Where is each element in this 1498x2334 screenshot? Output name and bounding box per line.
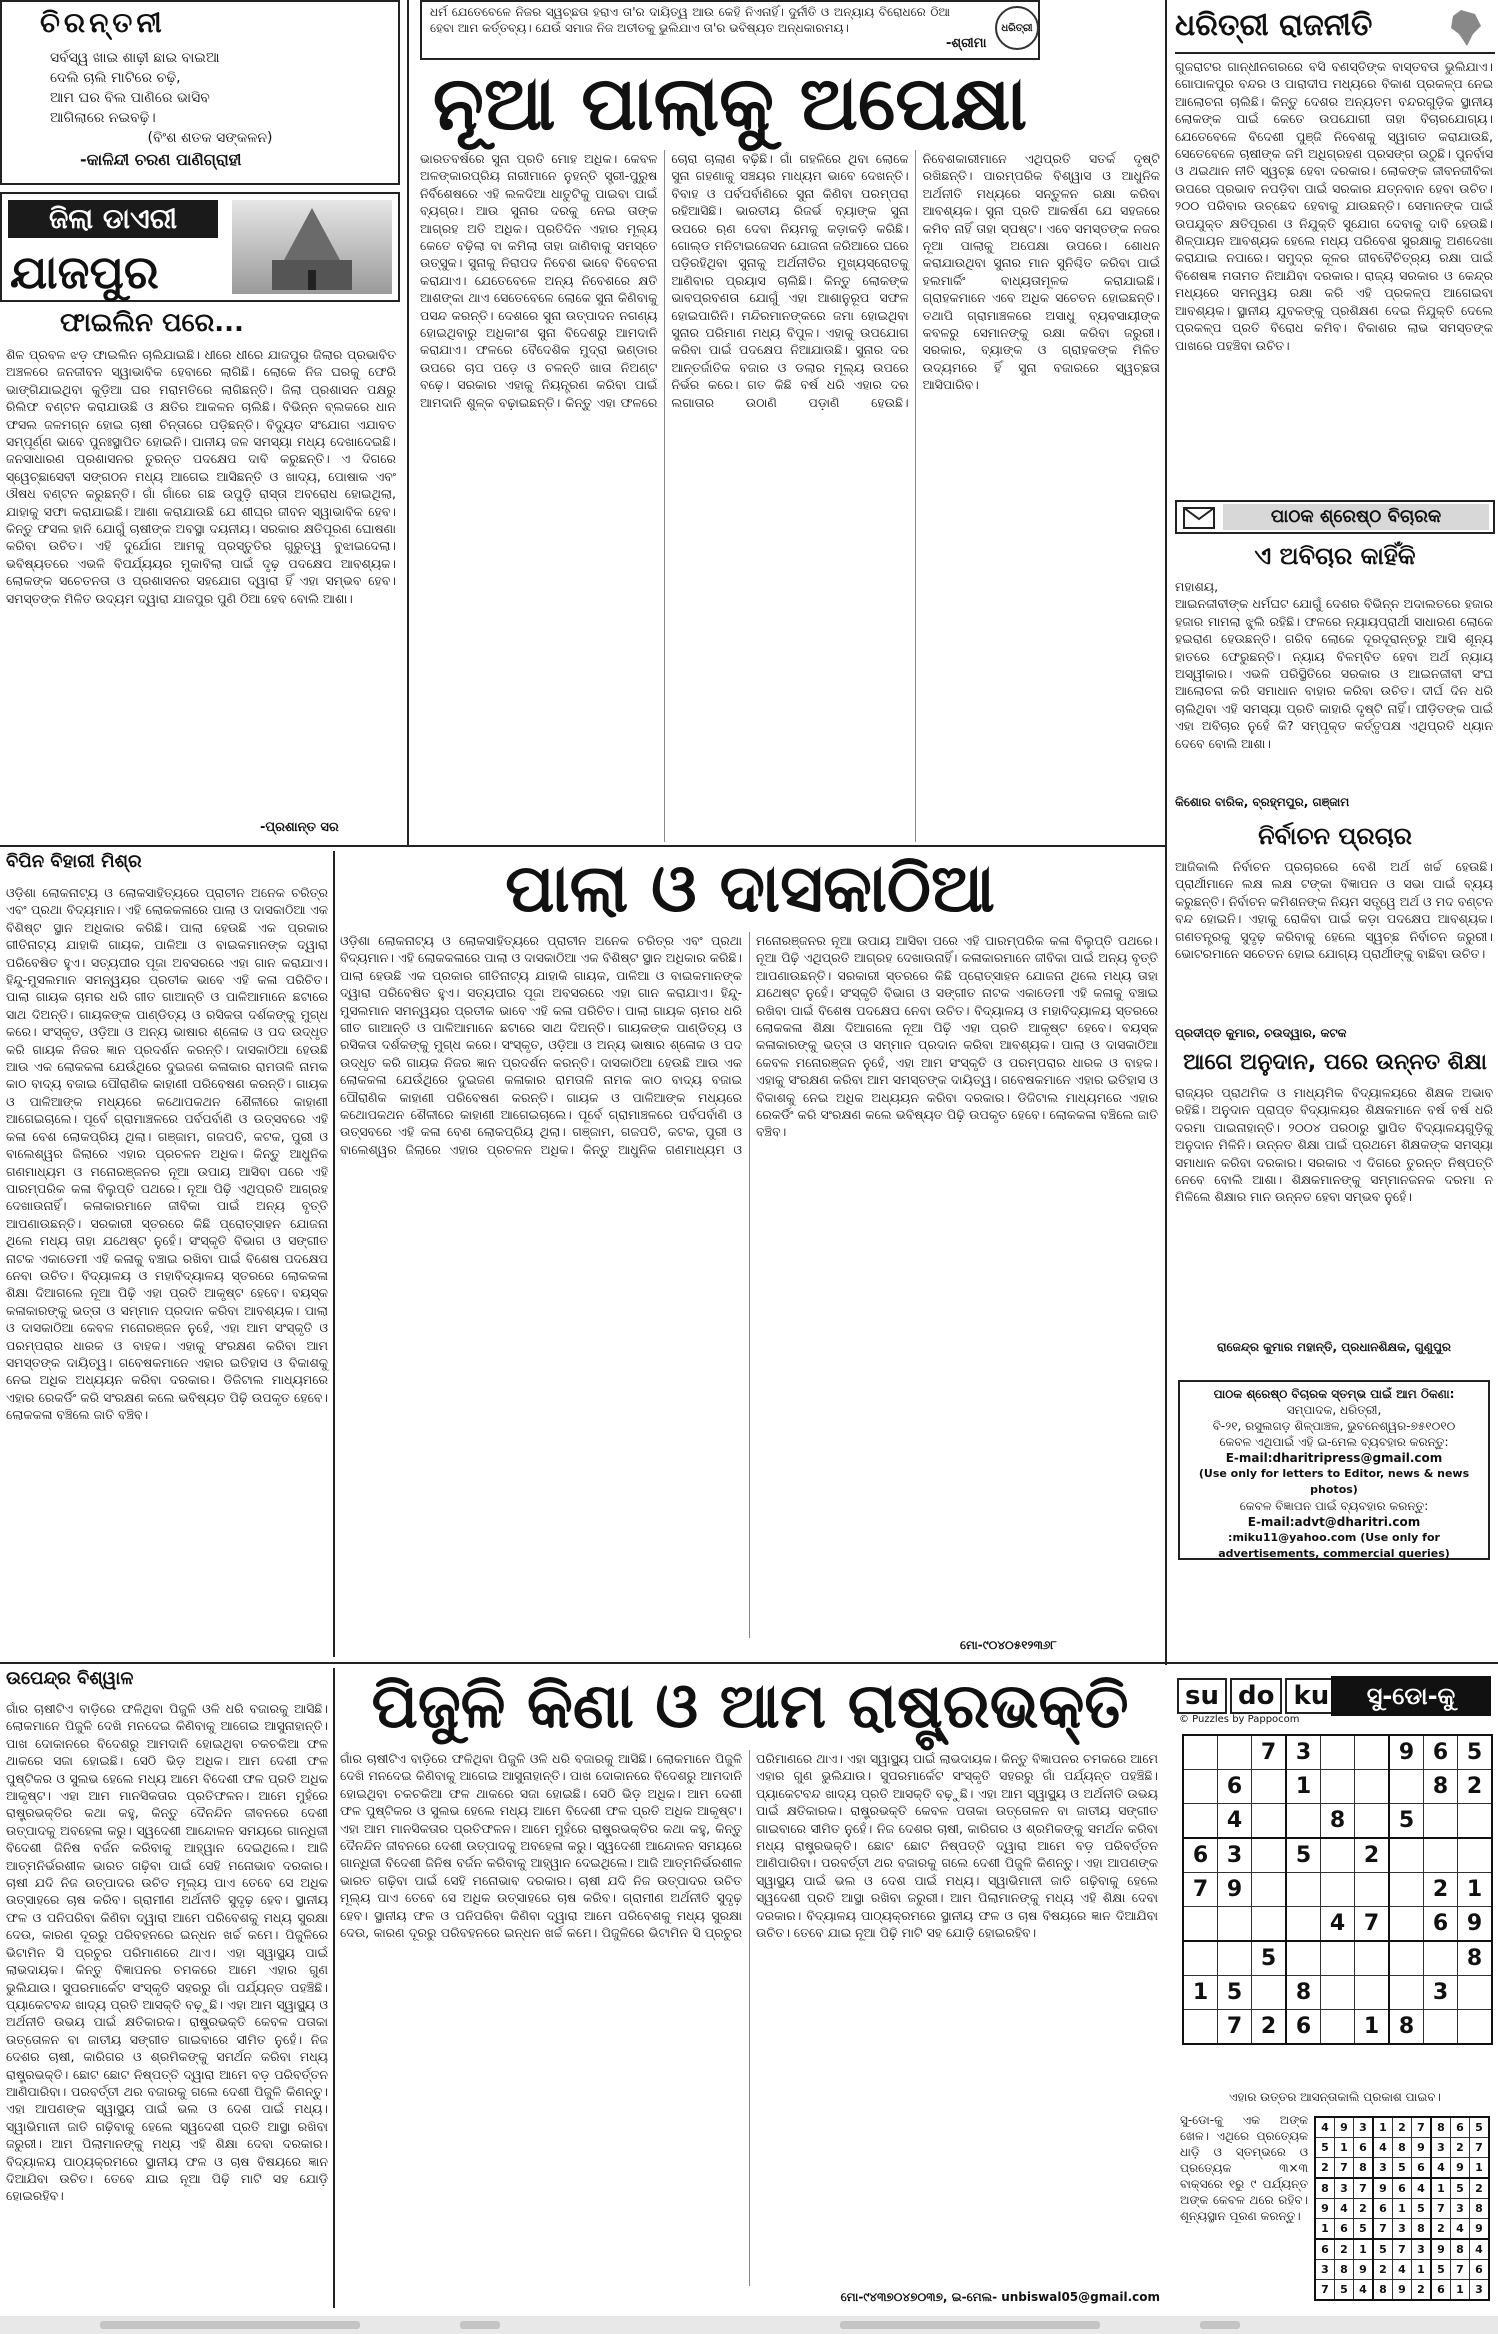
solution-cell: 9 [1315,2199,1335,2219]
sudoku-cell: 3 [1218,1838,1252,1873]
solution-cell: 8 [1335,2260,1354,2280]
solution-cell: 3 [1412,2239,1432,2260]
solution-cell: 7 [1412,2117,1432,2138]
solution-cell: 3 [1335,2178,1354,2199]
india-map-icon [1441,8,1491,48]
sudoku-cell [1183,1941,1218,1976]
contact-email-advt2[interactable]: :miku11@yahoo.com (Use only for advertisements, commercial queries) [1218,1531,1450,1560]
sudoku-cell: 1 [1355,2010,1390,2045]
sudoku-cell: 6 [1218,1770,1252,1804]
sudoku-cell [1183,1804,1218,1839]
dharitri-emblem-icon [995,6,1039,50]
column-rule [333,851,335,1657]
sudoku-cell [1321,1770,1355,1804]
solution-cell: 1 [1354,2239,1374,2260]
solution-cell: 9 [1393,2280,1412,2301]
sudoku-cell: 5 [1458,1735,1493,1770]
top-quote-text: ଧର୍ମ ଯେତେବେଳେ ନିଜର ସ୍ୱଚ୍ଛତା ହରାଏ ତା'ର ଦାୟିତ୍ୱ ଆଉ କେହି ନିଏନାହିଁ। ଦୁର୍ନୀତି ଓ ଅନ୍ୟାୟ ବିରୋଧରେ ଠିଆ ହେବା ଆମ କର୍ତ୍ତବ୍ୟ। ଯେଉଁ ସମାଜ ନିଜ ଅତୀତକୁ ଭୁଲିଯାଏ ତା'ର ଭବିଷ୍ୟତ ଅନ୍ଧକାରମୟ। [430,5,954,35]
sudoku-cell: 8 [1424,1770,1458,1804]
sudoku-cell [1252,1907,1287,1942]
sudoku-cell [1218,1907,1252,1942]
sudoku-cell: 9 [1458,1907,1493,1942]
solution-cell: 4 [1470,2239,1490,2260]
solution-cell: 4 [1393,2260,1412,2280]
solution-cell: 2 [1335,2239,1354,2260]
sudoku-cell [1286,1873,1321,1907]
sudoku-cell [1355,1976,1390,2010]
solution-cell: 3 [1354,2117,1374,2138]
poem-line: ଆମ ଘର ବିଲ ପାଣିରେ ଭାସିବ [50,90,210,106]
district-body: ଶିଳ ପ୍ରବଳ ଝଡ଼ ଫାଇଲିନ ଚାଲିଯାଇଛି। ଧୀରେ ଧୀରେ ଯାଜପୁର ଜିଲାର ପ୍ରଭାବିତ ଅଞ୍ଚଳରେ ଜନଜୀବନ ସ୍ୱାଭାବିକ ହେବାରେ ଲାଗିଛି। ଲୋକେ ନିଜ ଘରକୁ ଫେରି ଭାଙ୍ଗିଯାଇଥିବା କୁଡ଼ିଆ ଘର ମରାମତିରେ ଲାଗିଛନ୍ତି। ଜିଲା ପ୍ରଶାସନ ପକ୍ଷରୁ ରିଲିଫ ବଣ୍ଟନ କରାଯାଉଛି ଓ କ୍ଷତିର ଆକଳନ ଚାଲିଛି। ବିଭିନ୍ନ ବ୍ଲକରେ ଧାନ ଫସଲ ଜଳମଗ୍ନ ହୋଇ ଚାଷୀ ଚିନ୍ତାରେ ପଡ଼ିଛନ୍ତି। ବିଦ୍ୟୁତ ସଂଯୋଗ ଏଯାବତ ସମ୍ପୂର୍ଣ୍ଣ ଭାବେ ପୁନଃସ୍ଥାପିତ ହୋଇନି। ପାନୀୟ ଜଳ ସମସ୍ୟା ମଧ୍ୟ ଦେଖାଦେଇଛି। ଜନସାଧାରଣ ପ୍ରଶାସନର ତୁରନ୍ତ ପଦକ୍ଷେପ ଦାବି କରୁଛନ୍ତି। ଏ ଦିଗରେ ସ୍ୱେଚ୍ଛାସେବୀ ସଙ୍ଗଠନ ମଧ୍ୟ ଆଗେଇ ଆସିଛନ୍ତି ଓ ଖାଦ୍ୟ, ପୋଷାକ ଏବଂ ଔଷଧ ବଣ୍ଟନ କରୁଛନ୍ତି। ଗାଁ ଗାଁରେ ଗଛ ଉପୁଡ଼ି ରାସ୍ତା ଅବରୋଧ ହୋଇଥିଲା, ଯାହାକୁ ସଫା କରାଯାଇଛି। ଆଶା କରାଯାଉଛି ଯେ ଶୀଘ୍ର ଜୀବନ ସ୍ୱାଭାବିକ ହେବ। କିନ୍ତୁ ଫସଲ ହାନି ଯୋଗୁଁ ଚାଷୀଙ୍କ ଅବସ୍ଥା ଦୟନୀୟ। ସରକାର କ୍ଷତିପୂରଣ ଘୋଷଣା କରିବା ଉଚିତ। ଏହି ଦୁର୍ଯୋଗ ଆମକୁ ପ୍ରସ୍ତୁତିର ଗୁରୁତ୍ୱ ବୁଝାଇଦେଲା। ଭବିଷ୍ୟତରେ ଏଭଳି ବିପର୍ଯ୍ୟୟର ମୁକାବିଲା ପାଇଁ ଦୃଢ଼ ପଦକ୍ଷେପ ଆବଶ୍ୟକ। ଲୋକଙ୍କ ସଚେତନତା ଓ ପ୍ରଶାସନର ସହଯୋଗ ଦ୍ୱାରା ହିଁ ଏହା ସମ୍ଭବ ହେବ। ସମସ୍ତଙ୍କ ମିଳିତ ଉଦ୍ୟମ ଦ୍ୱାରା ଯାଜପୁର ପୁଣି ଠିଆ ହେବ ବୋଲି ଆଶା। [6,347,400,606]
solution-cell: 1 [1393,2199,1412,2219]
sudoku-cell: 6 [1183,1838,1218,1873]
sudoku-cell [1424,1941,1458,1976]
sudoku-cell: 9 [1389,1735,1424,1770]
solution-cell: 8 [1431,2117,1451,2138]
temple-icon [232,200,392,294]
solution-cell: 1 [1335,2138,1354,2158]
article2-body-col1: ଓଡ଼ିଶା ଲୋକନାଟ୍ୟ ଓ ଲୋକସାହିତ୍ୟରେ ପ୍ରାଚୀନ ଅନେକ ଚରିତ୍ର ଏବଂ ପ୍ରଥା ବିଦ୍ୟମାନ। ଏହି ଲୋକକଳାରେ ପାଲା ଓ ଦାସକାଠିଆ ଏକ ବିଶିଷ୍ଟ ସ୍ଥାନ ଅଧିକାର କରିଛି। ପାଲା ହେଉଛି ଏକ ପ୍ରକାର ଗୀତିନାଟ୍ୟ ଯାହାକି ଗାୟକ, ପାଳିଆ ଓ ବାଇକମାନଙ୍କ ଦ୍ୱାରା ପରିବେଷିତ ହୁଏ। ସତ୍ୟପୀର ପୂଜା ଅବସରରେ ଏହା ଗାନ କରାଯାଏ। ହିନ୍ଦୁ-ମୁସଲମାନ ସମନ୍ୱୟର ପ୍ରତୀକ ଭାବେ ଏହି କଳା ପରିଚିତ। ପାଲା ଗାୟକ ଚାମର ଧରି ଗୀତ ଗାଆନ୍ତି ଓ ପାଳିଆମାନେ ଛଟାରେ ସାଥ ଦିଅନ୍ତି। ଗାୟକଙ୍କ ପାଣ୍ଡିତ୍ୟ ଓ ରସିକତା ଦର୍ଶକଙ୍କୁ ମୁଗ୍ଧ କରେ। ସଂସ୍କୃତ, ଓଡ଼ିଆ ଓ ଅନ୍ୟ ଭାଷାର ଶ୍ଳୋକ ଓ ପଦ ଉଦ୍ଧୃତ କରି ଗାୟକ ନିଜର ଜ୍ଞାନ ପ୍ରଦର୍ଶନ କରନ୍ତି। ଦାସକାଠିଆ ହେଉଛି ଆଉ ଏକ ଲୋକକଳା ଯେଉଁଥିରେ ଦୁଇଜଣ କଳାକାର ରାମତାଳି ନାମକ କାଠ ବାଦ୍ୟ ବଜାଇ ପୌରାଣିକ କାହାଣୀ ପରିବେଷଣ କରନ୍ତି। ଗାୟକ ଓ ପାଳିଆଙ୍କ ମଧ୍ୟରେ କଥୋପକଥନ ଶୈଳୀରେ କାହାଣୀ ଆଗେଇଚାଲେ। ପୂର୍ବେ ଗ୍ରାମାଞ୍ଚଳରେ ପର୍ବପର୍ବାଣି ଓ ଉତ୍ସବରେ ଏହି କଳା ବେଶ ଲୋକପ୍ରିୟ ଥିଲା। ଗଞ୍ଜାମ, ଗଜପତି, କଟକ, ପୁରୀ ଓ ବାଲେଶ୍ୱର ଜିଲାରେ ଏହାର ପ୍ରଚଳନ ଅଧିକ। କିନ୍ତୁ ଆଧୁନିକ ଗଣମାଧ୍ୟମ ଓ ମନୋରଞ୍ଜନର ନୂଆ ଉପାୟ ଆସିବା ପରେ ଏହି ପାରମ୍ପରିକ କଳା ବିଲୁପ୍ତି ପଥରେ। ନୂଆ ପିଢ଼ି ଏଥିପ୍ରତି ଆଗ୍ରହ ଦେଖାଉନାହିଁ। କଳାକାରମାନେ ଜୀବିକା ପାଇଁ ଅନ୍ୟ ବୃତ୍ତି ଆପଣାଉଛନ୍ତି। ସରକାରୀ ସ୍ତରରେ କିଛି ପ୍ରୋତ୍ସାହନ ଯୋଜନା ଥିଲେ ମଧ୍ୟ ତାହା ଯଥେଷ୍ଟ ନୁହେଁ। ସଂସ୍କୃତି ବିଭାଗ ଓ ସଙ୍ଗୀତ ନାଟକ ଏକାଡେମୀ ଏହି କଳାକୁ ବଞ୍ଚାଇ ରଖିବା ପାଇଁ ବିଶେଷ ପଦକ୍ଷେପ ନେବା ଉଚିତ। ବିଦ୍ୟାଳୟ ଓ ମହାବିଦ୍ୟାଳୟ ସ୍ତରରେ ଲୋକକଳା ଶିକ୍ଷା ଦିଆଗଲେ ନୂଆ ପିଢ଼ି ଏହା ପ୍ରତି ଆକୃଷ୍ଟ ହେବେ। ବୟସ୍କ କଳାକାରଙ୍କୁ ଭତ୍ତା ଓ ସମ୍ମାନ ପ୍ରଦାନ କରିବା ଆବଶ୍ୟକ। ପାଲା ଓ ଦାସକାଠିଆ କେବଳ ମନୋରଞ୍ଜନ ନୁହେଁ, ଏହା ଆମ ସଂସ୍କୃତି ଓ ପରମ୍ପରାର ଧାରକ ଓ ବାହକ। ଏହାକୁ ସଂରକ୍ଷଣ କରିବା ଆମ ସମସ୍ତଙ୍କ ଦାୟିତ୍ୱ। ଗବେଷକମାନେ ଏହାର ଇତିହାସ ଓ ବିକାଶକୁ ନେଇ ଅଧିକ ଅଧ୍ୟୟନ କରିବା ଦରକାର। ଡିଜିଟାଲ ମାଧ୍ୟମରେ ଏହାର ରେକର୍ଡିଂ କରି ସଂରକ୍ଷଣ କଲେ ଭବିଷ୍ୟତ ପିଢ଼ି ଉପକୃତ ହେବେ। ଲୋକକଳା ବଞ୍ଚିଲେ ଜାତି ବଞ୍ଚିବ। [6,885,332,1423]
solution-cell: 1 [1431,2178,1451,2199]
article3-contact: ମୋ-୯୪୩୭୦୪୭୦୩୭, ଇ-ମେଲ- unbiswal05@gmail.com [840,2290,1160,2304]
letter2-title: ନିର୍ବାଚନ ପ୍ରଚାର [1258,822,1412,850]
sudoku-cell [1355,1873,1390,1907]
sudoku-prev-solution [1314,2116,1490,2301]
sudoku-cell [1286,1941,1321,1976]
contact-heading: ପାଠକ ଶ୍ରେଷ୍ଠ ବିଚାରକ ସ୍ତମ୍ଭ ପାଇଁ ଆମ ଠିକଣା: [1213,1387,1455,1401]
solution-cell: 4 [1431,2158,1451,2179]
sudoku-cell: 6 [1424,1735,1458,1770]
letter3-body: ରାଜ୍ୟର ପ୍ରାଥମିକ ଓ ମାଧ୍ୟମିକ ବିଦ୍ୟାଳୟରେ ଶିକ୍ଷକ ଅଭାବ ରହିଛି। ଅନୁଦାନ ପ୍ରାପ୍ତ ବିଦ୍ୟାଳୟର ଶିକ୍ଷକମାନେ ବର୍ଷ ବର୍ଷ ଧରି ଦରମା ପାଇନାହାନ୍ତି। ୨୦୦୪ ପରଠାରୁ ସ୍ଥାପିତ ବିଦ୍ୟାଳୟଗୁଡ଼ିକୁ ଅନୁଦାନ ମିଳିନି। ଉନ୍ନତ ଶିକ୍ଷା ପାଇଁ ପ୍ରଥମେ ଶିକ୍ଷକଙ୍କ ସମସ୍ୟା ସମାଧାନ କରିବା ଦରକାର। ସରକାର ଏ ଦିଗରେ ତୁରନ୍ତ ନିଷ୍ପତ୍ତି ନେବେ ବୋଲି ଆଶା। ଶିକ୍ଷକମାନଙ୍କୁ ସମ୍ମାନଜନକ ଦରମା ନ ମିଳିଲେ ଶିକ୍ଷାର ମାନ ଉନ୍ନତ ହେବା ସମ୍ଭବ ନୁହେଁ। [1175,1085,1497,1205]
sudoku-cell [1321,1735,1355,1770]
sudoku-cell [1218,1941,1252,1976]
sudoku-cell [1389,1941,1424,1976]
poem-line: ସର୍ବସ୍ୱ ଖାଇ ଶାଢ଼ୀ ଛାଇ ବାଇଆ [50,50,220,66]
letters-banner-label: ପାଠକ ଶ୍ରେଷ୍ଠ ବିଚାରକ [1223,504,1489,530]
sudoku-cell: 7 [1252,1735,1287,1770]
contact-note: କେବଳ ଏଥିପାଇଁ ଏହି ଇ-ମେଲ ବ୍ୟବହାର କରନ୍ତୁ: [1219,1435,1449,1449]
column-rule [407,0,409,845]
solution-cell: 9 [1335,2117,1354,2138]
column-rule [1165,0,1167,1665]
sudoku-logo-part: do [1230,1678,1282,1714]
sudoku-cell [1389,1976,1424,2010]
solution-cell: 4 [1412,2178,1432,2199]
sudoku-cell: 7 [1183,1873,1218,1907]
solution-cell: 8 [1354,2158,1374,2179]
solution-cell: 8 [1373,2280,1393,2301]
solution-cell: 5 [1451,2178,1470,2199]
sudoku-cell [1355,1804,1390,1839]
solution-cell: 5 [1393,2158,1412,2179]
section-rule [0,1662,1498,1664]
sudoku-cell [1389,1838,1424,1873]
article1-headline: ନୂଆ ପାଲାକୁ ଅପେକ୍ଷା [432,61,1028,147]
letter2-author: ପ୍ରଦୀପ୍ତ କୁମାର, ଚଉଦ୍ୱାର, କଟକ [1175,1026,1347,1040]
solution-cell: 9 [1412,2138,1432,2158]
solution-cell: 6 [1335,2219,1354,2240]
poem-source: (ବିଂଶ ଶତକ ସଙ୍କଳନ) [147,130,273,146]
solution-cell: 7 [1354,2178,1374,2199]
sudoku-cell: 4 [1218,1804,1252,1839]
sudoku-cell [1424,1804,1458,1839]
sudoku-cell: 3 [1286,1735,1321,1770]
solution-cell: 6 [1373,2199,1393,2219]
sudoku-cell: 6 [1424,1907,1458,1942]
solution-cell: 2 [1470,2178,1490,2199]
sudoku-cell [1389,1873,1424,1907]
district-headline: ଫାଇଲିନ ପରେ... [60,308,244,338]
sudoku-cell [1458,1976,1493,2010]
letter3-title: ଆଗେ ଅନୁଦାନ, ପରେ ଉନ୍ନତ ଶିକ୍ଷା [1183,1050,1487,1075]
scrollbar-segment [840,2321,1100,2329]
sudoku-cell: 8 [1389,2010,1424,2045]
solution-cell: 1 [1412,2260,1432,2280]
right-column-title: ଧରିତ୍ରୀ ରାଜନୀତି [1175,8,1373,43]
right-column-body: ଗୁଜରାଟର ଗାନ୍ଧୀନଗରରେ ବସି ବଣସ୍ତିଙ୍କ ବାସ୍ତବତା ଭୁଲିଯାଏ। ଗୋପାଳପୁର ବନ୍ଦର ଓ ପାରାଦୀପ ମଧ୍ୟରେ ବିକାଶ ପ୍ରକଳ୍ପ ନେଇ ଆଲୋଚନା ଚାଲିଛି। କିନ୍ତୁ ଦେଶର ଅନ୍ୟତମ ବନ୍ଦରଗୁଡ଼ିକ ସ୍ଥାନୀୟ ଲୋକଙ୍କ ପାଇଁ କେତେ ଉପଯୋଗୀ ତାହା ବିଚାରଯୋଗ୍ୟ। ଯେତେବେଳେ ବିଦେଶୀ ପୁଞ୍ଜି ନିବେଶକୁ ସ୍ୱାଗତ କରାଯାଉଛି, ସେତେବେଳେ ଚାଷୀଙ୍କ ଜମି ଅଧିଗ୍ରହଣ ପ୍ରସଙ୍ଗ ଉଠୁଛି। ପୁନର୍ବାସ ଓ ଥଇଥାନ ନୀତି ସ୍ୱଚ୍ଛ ହେବା ଦରକାର। ଲୋକଙ୍କ ଜୀବନଜୀବିକା ଉପରେ ପ୍ରଭାବ ନପଡ଼ିବା ପାଇଁ ସରକାର ଯତ୍ନବାନ ହେବା ଉଚିତ। ୨୦୦ ପରିବାର ଉଚ୍ଛେଦ ହେବାକୁ ଯାଉଛନ୍ତି। ସେମାନଙ୍କ ପାଇଁ ଉପଯୁକ୍ତ କ୍ଷତିପୂରଣ ଓ ନିଯୁକ୍ତି ସୁଯୋଗ ଦେବାକୁ ଦାବି ହେଉଛି। ଶିଳ୍ପାୟନ ଆବଶ୍ୟକ ହେଲେ ମଧ୍ୟ ପରିବେଶ ସୁରକ୍ଷାକୁ ଅଣଦେଖା କରାଯାଇ ନପାରେ। ସମୁଦ୍ର କୂଳର ଜୀବବୈଚିତ୍ର୍ୟ ରକ୍ଷା ପାଇଁ ବିଶେଷଜ୍ଞ ମତାମତ ନିଆଯିବା ଦରକାର। ରାଜ୍ୟ ସରକାର ଓ କେନ୍ଦ୍ର ମଧ୍ୟରେ ସମନ୍ୱୟ ରକ୍ଷା କରି ଏହି ପ୍ରକଳ୍ପ ଆଗେଇବା ଆବଶ୍ୟକ। ସ୍ଥାନୀୟ ଯୁବକଙ୍କୁ ପ୍ରଶିକ୍ଷଣ ଦେଇ ନିଯୁକ୍ତି ଦେଲେ ପ୍ରକଳ୍ପ ପ୍ରତି ବିରୋଧ କମିବ। ବିକାଶର ଲାଭ ସମସ୍ତଙ୍କ ପାଖରେ ପହଞ୍ଚିବା ଉଚିତ। [1175,59,1497,353]
contact-email-press[interactable]: E-mail:dharitripress@gmail.com [1225,1451,1443,1465]
horizontal-scrollbar[interactable] [0,2316,1498,2334]
article2-headline: ପାଲା ଓ ଦାସକାଠିଆ [505,850,995,927]
solution-cell: 7 [1315,2280,1335,2301]
sudoku-rules: ସୁ-ଡୋ-କୁ ଏକ ଅଙ୍କ ଖେଳ। ଏଥିରେ ପ୍ରତ୍ୟେକ ଧାଡ଼ି ଓ ସ୍ତମ୍ଭରେ ଓ ପ୍ରତ୍ୟେକ ୩×୩ ବାକ୍ସରେ ୧ରୁ ୯ ପର୍ଯ୍ୟନ୍ତ ଅଙ୍କ କେବଳ ଥରେ ରହିବ। ଶୂନ୍ୟସ୍ଥାନ ପୂରଣ କରନ୍ତୁ। [1180,2113,1312,2223]
district-author: -ପ୍ରଶାନ୍ତ ସର [260,820,339,835]
sudoku-header [1175,1670,1495,1730]
sudoku-cell [1252,1976,1287,2010]
solution-cell: 5 [1470,2117,1490,2138]
sudoku-cell: 9 [1218,1873,1252,1907]
article3-body-cols: ଗାଁର ଚାଷୀଟିଏ ବାଡ଼ିରେ ଫଳିଥିବା ପିଜୁଳି ଓଳି ଧରି ବଜାରକୁ ଆସିଛି। ଲୋକମାନେ ପିଜୁଳି ଦେଖି ମନଦେଇ କିଣିବାକୁ ଆଗେଇ ଆସୁନାହାନ୍ତି। ପାଖ ଦୋକାନରେ ବିଦେଶରୁ ଆମଦାନି ହୋଇଥିବା ଚକଚକିଆ ଫଳ ଥାକରେ ସଜା ହୋଇଛି। ସେଠି ଭିଡ଼ ଅଧିକ। ଆମ ଦେଶୀ ଫଳ ପୁଷ୍ଟିକର ଓ ସୁଲଭ ହେଲେ ମଧ୍ୟ ଆମେ ବିଦେଶୀ ଫଳ ପ୍ରତି ଅଧିକ ଆକୃଷ୍ଟ। ଏହା ଆମ ମାନସିକତାର ପ୍ରତିଫଳନ। ଆମେ ମୁହଁରେ ରାଷ୍ଟ୍ରଭକ୍ତିର କଥା କହୁ, କିନ୍ତୁ ଦୈନନ୍ଦିନ ଜୀବନରେ ଦେଶୀ ଉତ୍ପାଦକୁ ଅବହେଳା କରୁ। ସ୍ୱଦେଶୀ ଆନ୍ଦୋଳନ ସମୟରେ ଗାନ୍ଧିଜୀ ବିଦେଶୀ ଜିନିଷ ବର୍ଜନ କରିବାକୁ ଆହ୍ୱାନ ଦେଇଥିଲେ। ଆଜି ଆତ୍ମନିର୍ଭରଶୀଳ ଭାରତ ଗଢ଼ିବା ପାଇଁ ସେହି ମନୋଭାବ ଦରକାର। ଚାଷୀ ଯଦି ନିଜ ଉତ୍ପାଦର ଉଚିତ ମୂଲ୍ୟ ପାଏ ତେବେ ସେ ଅଧିକ ଉତ୍ସାହରେ ଚାଷ କରିବ। ଗ୍ରାମୀଣ ଅର୍ଥନୀତି ସୁଦୃଢ଼ ହେବ। ସ୍ଥାନୀୟ ଫଳ ଓ ପନିପରିବା କିଣିବା ଦ୍ୱାରା ଆମେ ପରିବେଶକୁ ମଧ୍ୟ ସୁରକ୍ଷା ଦେଉ, କାରଣ ଦୂରରୁ ପରିବହନରେ ଇନ୍ଧନ ଖର୍ଚ୍ଚ କମେ। ପିଜୁଳିରେ ଭିଟାମିନ ସି ପ୍ରଚୁର ପରିମାଣରେ ଥାଏ। ଏହା ସ୍ୱାସ୍ଥ୍ୟ ପାଇଁ ଲାଭଦାୟକ। କିନ୍ତୁ ବିଜ୍ଞାପନର ଚମକରେ ଆମେ ଏହାର ଗୁଣ ଭୁଲିଯାଉ। ସୁପରମାର୍କେଟ ସଂସ୍କୃତି ସହରରୁ ଗାଁ ପର୍ଯ୍ୟନ୍ତ ପହଞ୍ଚିଛି। ପ୍ୟାକେଟବନ୍ଦ ଖାଦ୍ୟ ପ୍ରତି ଆସକ୍ତି ବଢ଼ୁଛି। ଏହା ଆମ ସ୍ୱାସ୍ଥ୍ୟ ଓ ଅର୍ଥନୀତି ଉଭୟ ପାଇଁ କ୍ଷତିକାରକ। ରାଷ୍ଟ୍ରଭକ୍ତି କେବଳ ପତାକା ଉତ୍ତୋଳନ ବା ଜାତୀୟ ସଙ୍ଗୀତ ଗାଇବାରେ ସୀମିତ ନୁହେଁ। ନିଜ ଦେଶର ଚାଷୀ, କାରିଗର ଓ ଶ୍ରମିକଙ୍କୁ ସମର୍ଥନ କରିବା ମଧ୍ୟ ରାଷ୍ଟ୍ରଭକ୍ତି। ଛୋଟ ଛୋଟ ନିଷ୍ପତ୍ତି ଦ୍ୱାରା ଆମେ ବଡ଼ ପରିବର୍ତ୍ତନ ଆଣିପାରିବା। ପରବର୍ତ୍ତୀ ଥର ବଜାରକୁ ଗଲେ ଦେଶୀ ପିଜୁଳି କିଣନ୍ତୁ। ଏହା ଆପଣଙ୍କ ସ୍ୱାସ୍ଥ୍ୟ ପାଇଁ ଭଲ ଓ ଦେଶ ପାଇଁ ମଧ୍ୟ। ସ୍ୱାଭିମାନୀ ଜାତି ଗଢ଼ିବାକୁ ହେଲେ ସ୍ୱଦେଶୀ ପ୍ରତି ଆସ୍ଥା ରଖିବା ଜରୁରୀ। ଆମ ପିଲାମାନଙ୍କୁ ମଧ୍ୟ ଏହି ଶିକ୍ଷା ଦେବା ଦରକାର। ବିଦ୍ୟାଳୟ ପାଠ୍ୟକ୍ରମରେ ସ୍ଥାନୀୟ ଫଳ ଓ ଚାଷ ବିଷୟରେ ଜ୍ଞାନ ଦିଆଯିବା ଉଚିତ। ତେବେ ଯାଇ ନୂଆ ପିଢ଼ି ମାଟି ସହ ଯୋଡ଼ି ହୋଇରହିବ। [340,1751,1162,1941]
solution-cell: 3 [1393,2219,1412,2240]
solution-cell: 9 [1354,2260,1374,2280]
letter1-author: କିଶୋର ବାରିକ, ବ୍ରହ୍ମପୁର, ଗଞ୍ଜାମ [1175,795,1350,809]
solution-cell: 4 [1373,2138,1393,2158]
sudoku-cell: 5 [1389,1804,1424,1839]
district-diary-label: ଜିଲା ଡାଏରୀ [8,200,218,238]
contact-address: ବି-୨୧, ରସୁଲଗଡ଼ ଶିଳ୍ପାଞ୍ଚଳ, ଭୁବନେଶ୍ୱର-୭୫୧୦୧୦ [1212,1419,1456,1433]
sudoku-cell: 7 [1218,2010,1252,2045]
sudoku-grid [1182,1734,1493,2045]
sudoku-cell [1286,1804,1321,1839]
district-name: ଯାଜପୁର [10,245,159,299]
solution-cell: 2 [1412,2280,1432,2301]
solution-cell: 5 [1373,2239,1393,2260]
sudoku-cell: 7 [1355,1907,1390,1942]
scrollbar-segment [1200,2321,1240,2329]
sudoku-cell [1252,1873,1287,1907]
sudoku-cell: 1 [1458,1873,1493,1907]
letters-banner [1175,500,1495,534]
contact-content [1184,1386,1484,1562]
sudoku-cell: 8 [1458,1941,1493,1976]
section-rule [0,845,1165,847]
sudoku-cell [1458,2010,1493,2045]
solution-cell: 5 [1335,2280,1354,2301]
solution-cell: 1 [1470,2158,1490,2179]
sudoku-cell [1252,1838,1287,1873]
sudoku-cell [1321,1873,1355,1907]
solution-cell: 9 [1470,2219,1490,2240]
contact-email-advt[interactable]: E-mail:advt@dharitri.com [1247,1515,1421,1529]
solution-cell: 8 [1412,2219,1432,2240]
letter1-body: ମହାଶୟ, ଆଇନଜୀବୀଙ୍କ ଧର୍ମଘଟ ଯୋଗୁଁ ଦେଶର ବିଭିନ୍ନ ଅଦାଲତରେ ହଜାର ହଜାର ମାମଲା ଝୁଲି ରହିଛି। ଫଳରେ ନ୍ୟାୟପ୍ରାର୍ଥୀ ସାଧାରଣ ଲୋକେ ହଇରାଣ ହେଉଛନ୍ତି। ଗରିବ ଲୋକେ ଦୂରଦୂରାନ୍ତରୁ ଆସି ଶୂନ୍ୟ ହାତରେ ଫେରୁଛନ୍ତି। ନ୍ୟାୟ ବିଳମ୍ବିତ ହେବା ଅର୍ଥ ନ୍ୟାୟ ଅସ୍ୱୀକାର। ଏଭଳି ପରିସ୍ଥିତିରେ ସରକାର ଓ ଆଇନଜୀବୀ ସଂଘ ଆଲୋଚନା କରି ସମାଧାନ ବାହାର କରିବା ଉଚିତ। ଦୀର୍ଘ ଦିନ ଧରି ଚାଲିଥିବା ଏହି ସମସ୍ୟା ପ୍ରତି କାହାରି ଦୃଷ୍ଟି ନାହିଁ। ପୀଡ଼ିତଙ୍କ ପାଇଁ ଏହା ଅବିଚାର ନୁହେଁ କି? ସମ୍ପୃକ୍ତ କର୍ତ୍ତୃପକ୍ଷ ଏଥିପ୍ରତି ଧ୍ୟାନ ଦେବେ ବୋଲି ଆଶା। [1175,579,1493,751]
sudoku-cell [1458,1804,1493,1839]
scrollbar-segment [460,2321,500,2329]
solution-cell: 7 [1393,2239,1412,2260]
solution-cell: 5 [1315,2138,1335,2158]
sudoku-cell: 5 [1218,1976,1252,2010]
sudoku-logo-part: ku [1285,1678,1337,1714]
sudoku-cell [1252,1804,1287,1839]
contact-email-press-note: (Use only for letters to Editor, news & news photos) [1198,1467,1470,1496]
solution-cell: 1 [1451,2280,1470,2301]
sudoku-cell [1424,2010,1458,2045]
sudoku-cell: 6 [1286,2010,1321,2045]
temple-photo [232,200,392,294]
district-diary-header [0,192,400,302]
right-column-masthead [1175,4,1495,54]
sudoku-cell: 8 [1286,1976,1321,2010]
article3-body-col1: ଗାଁର ଚାଷୀଟିଏ ବାଡ଼ିରେ ଫଳିଥିବା ପିଜୁଳି ଓଳି ଧରି ବଜାରକୁ ଆସିଛି। ଲୋକମାନେ ପିଜୁଳି ଦେଖି ମନଦେଇ କିଣିବାକୁ ଆଗେଇ ଆସୁନାହାନ୍ତି। ପାଖ ଦୋକାନରେ ବିଦେଶରୁ ଆମଦାନି ହୋଇଥିବା ଚକଚକିଆ ଫଳ ଥାକରେ ସଜା ହୋଇଛି। ସେଠି ଭିଡ଼ ଅଧିକ। ଆମ ଦେଶୀ ଫଳ ପୁଷ୍ଟିକର ଓ ସୁଲଭ ହେଲେ ମଧ୍ୟ ଆମେ ବିଦେଶୀ ଫଳ ପ୍ରତି ଅଧିକ ଆକୃଷ୍ଟ। ଏହା ଆମ ମାନସିକତାର ପ୍ରତିଫଳନ। ଆମେ ମୁହଁରେ ରାଷ୍ଟ୍ରଭକ୍ତିର କଥା କହୁ, କିନ୍ତୁ ଦୈନନ୍ଦିନ ଜୀବନରେ ଦେଶୀ ଉତ୍ପାଦକୁ ଅବହେଳା କରୁ। ସ୍ୱଦେଶୀ ଆନ୍ଦୋଳନ ସମୟରେ ଗାନ୍ଧିଜୀ ବିଦେଶୀ ଜିନିଷ ବର୍ଜନ କରିବାକୁ ଆହ୍ୱାନ ଦେଇଥିଲେ। ଆଜି ଆତ୍ମନିର୍ଭରଶୀଳ ଭାରତ ଗଢ଼ିବା ପାଇଁ ସେହି ମନୋଭାବ ଦରକାର। ଚାଷୀ ଯଦି ନିଜ ଉତ୍ପାଦର ଉଚିତ ମୂଲ୍ୟ ପାଏ ତେବେ ସେ ଅଧିକ ଉତ୍ସାହରେ ଚାଷ କରିବ। ଗ୍ରାମୀଣ ଅର୍ଥନୀତି ସୁଦୃଢ଼ ହେବ। ସ୍ଥାନୀୟ ଫଳ ଓ ପନିପରିବା କିଣିବା ଦ୍ୱାରା ଆମେ ପରିବେଶକୁ ମଧ୍ୟ ସୁରକ୍ଷା ଦେଉ, କାରଣ ଦୂରରୁ ପରିବହନରେ ଇନ୍ଧନ ଖର୍ଚ୍ଚ କମେ। ପିଜୁଳିରେ ଭିଟାମିନ ସି ପ୍ରଚୁର ପରିମାଣରେ ଥାଏ। ଏହା ସ୍ୱାସ୍ଥ୍ୟ ପାଇଁ ଲାଭଦାୟକ। କିନ୍ତୁ ବିଜ୍ଞାପନର ଚମକରେ ଆମେ ଏହାର ଗୁଣ ଭୁଲିଯାଉ। ସୁପରମାର୍କେଟ ସଂସ୍କୃତି ସହରରୁ ଗାଁ ପର୍ଯ୍ୟନ୍ତ ପହଞ୍ଚିଛି। ପ୍ୟାକେଟବନ୍ଦ ଖାଦ୍ୟ ପ୍ରତି ଆସକ୍ତି ବଢ଼ୁଛି। ଏହା ଆମ ସ୍ୱାସ୍ଥ୍ୟ ଓ ଅର୍ଥନୀତି ଉଭୟ ପାଇଁ କ୍ଷତିକାରକ। ରାଷ୍ଟ୍ରଭକ୍ତି କେବଳ ପତାକା ଉତ୍ତୋଳନ ବା ଜାତୀୟ ସଙ୍ଗୀତ ଗାଇବାରେ ସୀମିତ ନୁହେଁ। ନିଜ ଦେଶର ଚାଷୀ, କାରିଗର ଓ ଶ୍ରମିକଙ୍କୁ ସମର୍ଥନ କରିବା ମଧ୍ୟ ରାଷ୍ଟ୍ରଭକ୍ତି। ଛୋଟ ଛୋଟ ନିଷ୍ପତ୍ତି ଦ୍ୱାରା ଆମେ ବଡ଼ ପରିବର୍ତ୍ତନ ଆଣିପାରିବା। ପରବର୍ତ୍ତୀ ଥର ବଜାରକୁ ଗଲେ ଦେଶୀ ପିଜୁଳି କିଣନ୍ତୁ। ଏହା ଆପଣଙ୍କ ସ୍ୱାସ୍ଥ୍ୟ ପାଇଁ ଭଲ ଓ ଦେଶ ପାଇଁ ମଧ୍ୟ। ସ୍ୱାଭିମାନୀ ଜାତି ଗଢ଼ିବାକୁ ହେଲେ ସ୍ୱଦେଶୀ ପ୍ରତି ଆସ୍ଥା ରଖିବା ଜରୁରୀ। ଆମ ପିଲାମାନଙ୍କୁ ମଧ୍ୟ ଏହି ଶିକ୍ଷା ଦେବା ଦରକାର। ବିଦ୍ୟାଳୟ ପାଠ୍ୟକ୍ରମରେ ସ୍ଥାନୀୟ ଫଳ ଓ ଚାଷ ବିଷୟରେ ଜ୍ଞାନ ଦିଆଯିବା ଉଚିତ। ତେବେ ଯାଇ ନୂଆ ପିଢ଼ି ମାଟି ସହ ଯୋଡ଼ି ହୋଇରହିବ। [6,1701,332,2204]
sudoku-cell [1458,1838,1493,1873]
solution-cell: 3 [1431,2138,1451,2158]
scrollbar-segment [100,2321,360,2329]
solution-cell: 6 [1431,2280,1451,2301]
sudoku-cell [1424,1838,1458,1873]
article3-byline: ଉପେନ୍ଦ୍ର ବିଶ୍ୱାଳ [6,1668,134,1689]
chirantani-poem [50,48,370,148]
solution-cell: 6 [1354,2138,1374,2158]
poem-line: ଆଗିଲାରେ ନଇବଢ଼ି। [50,110,156,126]
sudoku-cell [1252,1770,1287,1804]
sudoku-cell [1389,1907,1424,1942]
sudoku-cell [1321,1941,1355,1976]
chirantani-title: ଚିରନ୍ତନୀ [40,6,166,39]
solution-cell: 3 [1451,2199,1470,2219]
solution-cell: 5 [1412,2199,1432,2219]
solution-cell: 1 [1315,2219,1335,2240]
solution-cell: 4 [1354,2280,1374,2301]
solution-cell: 5 [1354,2219,1374,2240]
solution-cell: 7 [1335,2158,1354,2179]
envelope-icon [1183,507,1215,529]
sudoku-cell [1389,1770,1424,1804]
solution-cell: 2 [1393,2117,1412,2138]
top-quote-author: -ଶ୍ରୀମା [946,36,987,51]
emblem-label: ଧରିତ୍ରୀ [1001,22,1033,34]
letter2-body: ଆଜିକାଲି ନିର୍ବାଚନ ପ୍ରଚାରରେ ବେଶି ଅର୍ଥ ଖର୍ଚ୍ଚ ହେଉଛି। ପ୍ରାର୍ଥୀମାନେ ଲକ୍ଷ ଲକ୍ଷ ଟଙ୍କା ବିଜ୍ଞାପନ ଓ ସଭା ପାଇଁ ବ୍ୟୟ କରୁଛନ୍ତି। ନିର୍ବାଚନ କମିଶନଙ୍କ ନିୟମ ସତ୍ତ୍ୱେ ଅର୍ଥ ଓ ମଦ ବଣ୍ଟନ ବନ୍ଦ ହୋଇନି। ଏହାକୁ ରୋକିବା ପାଇଁ କଡ଼ା ପଦକ୍ଷେପ ଆବଶ୍ୟକ। ଗଣତନ୍ତ୍ରକୁ ସୁଦୃଢ଼ କରିବାକୁ ହେଲେ ସ୍ୱଚ୍ଛ ନିର୍ବାଚନ ଜରୁରୀ। ଭୋଟରମାନେ ସଚେତନ ହୋଇ ଯୋଗ୍ୟ ପ୍ରାର୍ଥୀଙ୍କୁ ବାଛିବା ଉଚିତ। [1175,859,1497,962]
solution-cell: 3 [1315,2260,1335,2280]
sudoku-logo [1177,1678,1337,1714]
letter3-author: ରାଜେନ୍ଦ୍ର କୁମାର ମହାନ୍ତି, ପ୍ରଧାନଶିକ୍ଷକ, ଗୁଣୁପୁର [1216,1340,1452,1354]
solution-cell: 4 [1315,2117,1335,2138]
article2-body-cols: ଓଡ଼ିଶା ଲୋକନାଟ୍ୟ ଓ ଲୋକସାହିତ୍ୟରେ ପ୍ରାଚୀନ ଅନେକ ଚରିତ୍ର ଏବଂ ପ୍ରଥା ବିଦ୍ୟମାନ। ଏହି ଲୋକକଳାରେ ପାଲା ଓ ଦାସକାଠିଆ ଏକ ବିଶିଷ୍ଟ ସ୍ଥାନ ଅଧିକାର କରିଛି। ପାଲା ହେଉଛି ଏକ ପ୍ରକାର ଗୀତିନାଟ୍ୟ ଯାହାକି ଗାୟକ, ପାଳିଆ ଓ ବାଇକମାନଙ୍କ ଦ୍ୱାରା ପରିବେଷିତ ହୁଏ। ସତ୍ୟପୀର ପୂଜା ଅବସରରେ ଏହା ଗାନ କରାଯାଏ। ହିନ୍ଦୁ-ମୁସଲମାନ ସମନ୍ୱୟର ପ୍ରତୀକ ଭାବେ ଏହି କଳା ପରିଚିତ। ପାଲା ଗାୟକ ଚାମର ଧରି ଗୀତ ଗାଆନ୍ତି ଓ ପାଳିଆମାନେ ଛଟାରେ ସାଥ ଦିଅନ୍ତି। ଗାୟକଙ୍କ ପାଣ୍ଡିତ୍ୟ ଓ ରସିକତା ଦର୍ଶକଙ୍କୁ ମୁଗ୍ଧ କରେ। ସଂସ୍କୃତ, ଓଡ଼ିଆ ଓ ଅନ୍ୟ ଭାଷାର ଶ୍ଳୋକ ଓ ପଦ ଉଦ୍ଧୃତ କରି ଗାୟକ ନିଜର ଜ୍ଞାନ ପ୍ରଦର୍ଶନ କରନ୍ତି। ଦାସକାଠିଆ ହେଉଛି ଆଉ ଏକ ଲୋକକଳା ଯେଉଁଥିରେ ଦୁଇଜଣ କଳାକାର ରାମତାଳି ନାମକ କାଠ ବାଦ୍ୟ ବଜାଇ ପୌରାଣିକ କାହାଣୀ ପରିବେଷଣ କରନ୍ତି। ଗାୟକ ଓ ପାଳିଆଙ୍କ ମଧ୍ୟରେ କଥୋପକଥନ ଶୈଳୀରେ କାହାଣୀ ଆଗେଇଚାଲେ। ପୂର୍ବେ ଗ୍ରାମାଞ୍ଚଳରେ ପର୍ବପର୍ବାଣି ଓ ଉତ୍ସବରେ ଏହି କଳା ବେଶ ଲୋକପ୍ରିୟ ଥିଲା। ଗଞ୍ଜାମ, ଗଜପତି, କଟକ, ପୁରୀ ଓ ବାଲେଶ୍ୱର ଜିଲାରେ ଏହାର ପ୍ରଚଳନ ଅଧିକ। କିନ୍ତୁ ଆଧୁନିକ ଗଣମାଧ୍ୟମ ଓ ମନୋରଞ୍ଜନର ନୂଆ ଉପାୟ ଆସିବା ପରେ ଏହି ପାରମ୍ପରିକ କଳା ବିଲୁପ୍ତି ପଥରେ। ନୂଆ ପିଢ଼ି ଏଥିପ୍ରତି ଆଗ୍ରହ ଦେଖାଉନାହିଁ। କଳାକାରମାନେ ଜୀବିକା ପାଇଁ ଅନ୍ୟ ବୃତ୍ତି ଆପଣାଉଛନ୍ତି। ସରକାରୀ ସ୍ତରରେ କିଛି ପ୍ରୋତ୍ସାହନ ଯୋଜନା ଥିଲେ ମଧ୍ୟ ତାହା ଯଥେଷ୍ଟ ନୁହେଁ। ସଂସ୍କୃତି ବିଭାଗ ଓ ସଙ୍ଗୀତ ନାଟକ ଏକାଡେମୀ ଏହି କଳାକୁ ବଞ୍ଚାଇ ରଖିବା ପାଇଁ ବିଶେଷ ପଦକ୍ଷେପ ନେବା ଉଚିତ। ବିଦ୍ୟାଳୟ ଓ ମହାବିଦ୍ୟାଳୟ ସ୍ତରରେ ଲୋକକଳା ଶିକ୍ଷା ଦିଆଗଲେ ନୂଆ ପିଢ଼ି ଏହା ପ୍ରତି ଆକୃଷ୍ଟ ହେବେ। ବୟସ୍କ କଳାକାରଙ୍କୁ ଭତ୍ତା ଓ ସମ୍ମାନ ପ୍ରଦାନ କରିବା ଆବଶ୍ୟକ। ପାଲା ଓ ଦାସକାଠିଆ କେବଳ ମନୋରଞ୍ଜନ ନୁହେଁ, ଏହା ଆମ ସଂସ୍କୃତି ଓ ପରମ୍ପରାର ଧାରକ ଓ ବାହକ। ଏହାକୁ ସଂରକ୍ଷଣ କରିବା ଆମ ସମସ୍ତଙ୍କ ଦାୟିତ୍ୱ। ଗବେଷକମାନେ ଏହାର ଇତିହାସ ଓ ବିକାଶକୁ ନେଇ ଅଧିକ ଅଧ୍ୟୟନ କରିବା ଦରକାର। ଡିଜିଟାଲ ମାଧ୍ୟମରେ ଏହାର ରେକର୍ଡିଂ କରି ସଂରକ୍ଷଣ କଲେ ଭବିଷ୍ୟତ ପିଢ଼ି ଉପକୃତ ହେବେ। ଲୋକକଳା ବଞ୍ଚିଲେ ଜାତି ବଞ୍ଚିବ। [340,933,1162,1157]
contact-ad-note: କେବଳ ବିଜ୍ଞାପନ ପାଇଁ ବ୍ୟବହାର କରନ୍ତୁ: [1239,1499,1429,1513]
poem-line: ଦେଲି ଚାଲି ମାଟିରେ ଚଢ଼ି, [50,70,181,86]
solution-cell: 2 [1431,2219,1451,2240]
solution-cell: 3 [1470,2280,1490,2301]
article3-headline: ପିଜୁଳି କିଣା ଓ ଆମ ରାଷ୍ଟ୍ରଭକ୍ତି [371,1669,1129,1742]
solution-cell: 8 [1393,2138,1412,2158]
sudoku-answer-note: ଏହାର ଉତ୍ତର ଆସନ୍ତାକାଲି ପ୍ରକାଶ ପାଇବ। [1229,2090,1441,2104]
sudoku-cell [1183,1770,1218,1804]
sudoku-cell [1321,2010,1355,2045]
sudoku-cell: 5 [1286,1838,1321,1873]
sudoku-cell [1321,1976,1355,2010]
solution-cell: 2 [1315,2158,1335,2179]
sudoku-cell [1355,1941,1390,1976]
chirantani-author: -କାଳିନ୍ଦୀ ଚରଣ ପାଣିଗ୍ରାହୀ [80,150,242,169]
solution-cell: 4 [1335,2199,1354,2219]
sudoku-cell: 8 [1321,1804,1355,1839]
solution-cell: 4 [1451,2219,1470,2240]
solution-cell: 2 [1354,2199,1374,2219]
solution-cell: 7 [1373,2219,1393,2240]
sudoku-cell: 1 [1286,1770,1321,1804]
sudoku-cell: 3 [1424,1976,1458,2010]
solution-cell: 8 [1451,2239,1470,2260]
sudoku-cell [1355,1770,1390,1804]
sudoku-cell: 2 [1458,1770,1493,1804]
solution-cell: 2 [1373,2260,1393,2280]
solution-cell: 7 [1470,2138,1490,2158]
sudoku-credit: © Puzzles by Pappocom [1179,1714,1300,1725]
solution-cell: 8 [1315,2178,1335,2199]
sudoku-cell: 1 [1183,1976,1218,2010]
solution-cell: 9 [1373,2178,1393,2199]
sudoku-cell [1183,1907,1218,1942]
solution-cell: 7 [1431,2199,1451,2219]
sudoku-title: ସୁ-ଡୋ-କୁ [1331,1676,1491,1716]
column-rule [333,1668,335,2308]
solution-cell: 7 [1451,2260,1470,2280]
sudoku-cell [1355,1735,1390,1770]
solution-cell: 6 [1470,2260,1490,2280]
contact-editor: ସମ୍ପାଦକ, ଧରିତ୍ରୀ, [1286,1403,1382,1417]
solution-cell: 2 [1451,2138,1470,2158]
solution-cell: 6 [1315,2239,1335,2260]
sudoku-cell [1286,1907,1321,1942]
sudoku-cell: 2 [1252,2010,1287,2045]
sudoku-cell [1218,1735,1252,1770]
solution-cell: 1 [1373,2117,1393,2138]
letter1-title: ଏ ଅବିଚାର କାହିଁକି [1254,542,1416,570]
solution-cell: 8 [1470,2199,1490,2219]
solution-cell: 3 [1373,2158,1393,2179]
sudoku-cell: 2 [1424,1873,1458,1907]
sudoku-cell: 5 [1252,1941,1287,1976]
sudoku-logo-part: su [1177,1678,1227,1714]
solution-cell: 9 [1431,2239,1451,2260]
sudoku-cell [1183,1735,1218,1770]
solution-cell: 6 [1393,2178,1412,2199]
article2-byline: ବିପିନ ବିହାରୀ ମିଶ୍ର [6,851,142,872]
sudoku-cell [1183,2010,1218,2045]
solution-cell: 5 [1431,2260,1451,2280]
solution-cell: 9 [1451,2158,1470,2179]
article2-contact: ମୋ-୯୦୪୦୫୧୨୩୬୮ [960,1638,1057,1652]
sudoku-cell: 4 [1321,1907,1355,1942]
sudoku-cell [1321,1838,1355,1873]
article1-body: ଭାରତବର୍ଷରେ ସୁନା ପ୍ରତି ମୋହ ଅଧିକ। କେବଳ ଅଳଙ୍କାରପ୍ରିୟ ନାରୀମାନେ ନୁହନ୍ତି ସ୍ତ୍ରୀ-ପୁରୁଷ ନିର୍ବିଶେଷରେ ଏହି ଲଳଦିଆ ଧାତୁଟିକୁ ପାଇବା ପାଇଁ ବ୍ୟଗ୍ର। ଆଉ ସୁନାର ଦରକୁ ନେଇ ତାଙ୍କ ଆଗ୍ରହ ଅତି ଅଧିକ। ପ୍ରତିଦିନ ଏହାର ମୂଲ୍ୟ କେତେ ବଢ଼ିଲା ବା କମିଲା ତାହା ଜାଣିବାକୁ ସମସ୍ତେ ଉତ୍ସୁକ। ସୁନାକୁ ନିରାପଦ ନିବେଶ ଭାବେ ବିବେଚନା କରାଯାଏ। ଯେତେବେଳେ ଅନ୍ୟ ନିବେଶରେ କ୍ଷତି ଆଶଙ୍କା ଥାଏ ସେତେବେଳେ ଲୋକେ ସୁନା କିଣିବାକୁ ପସନ୍ଦ କରନ୍ତି। ଦେଶରେ ସୁନା ଉତ୍ପାଦନ ନଗଣ୍ୟ ହୋଇଥିବାରୁ ଅଧିକାଂଶ ସୁନା ବିଦେଶରୁ ଆମଦାନି କରାଯାଏ। ଫଳରେ ବୈଦେଶିକ ମୁଦ୍ରା ଭଣ୍ଡାର ଉପରେ ଚାପ ପଡ଼େ ଓ ଚଳନ୍ତି ଖାତା ନିଅଣ୍ଟ ବଢ଼େ। ସରକାର ଏହାକୁ ନିୟନ୍ତ୍ରଣ କରିବା ପାଇଁ ଆମଦାନି ଶୁଳ୍କ ବଢ଼ାଇଛନ୍ତି। କିନ୍ତୁ ଏହା ଫଳରେ ଚୋରା ଚାଲାଣ ବଢ଼ିଛି। ଗାଁ ଗହଳିରେ ଥିବା ଲୋକେ ସୁନା ଗହଣାକୁ ସଞ୍ଚୟର ମାଧ୍ୟମ ଭାବେ ଦେଖନ୍ତି। ବିବାହ ଓ ପର୍ବପର୍ବାଣିରେ ସୁନା କିଣିବା ପରମ୍ପରା ରହିଆସିଛି। ଭାରତୀୟ ରିଜର୍ଭ ବ୍ୟାଙ୍କ ସୁନା ଉପରେ ଋଣ ଦେବା ନିୟମକୁ କଡ଼ାକଡ଼ି କରିଛି। ଗୋଲ୍ଡ ମନିଟାଇଜେସନ ଯୋଜନା ଜରିଆରେ ଘରେ ପଡ଼ିରହିଥିବା ସୁନାକୁ ଅର୍ଥନୀତିର ମୁଖ୍ୟସ୍ରୋତକୁ ଆଣିବାର ପ୍ରୟାସ ଚାଲିଛି। କିନ୍ତୁ ଲୋକଙ୍କ ଭାବପ୍ରବଣତା ଯୋଗୁଁ ଏହା ଆଶାନୁରୂପ ସଫଳ ହୋଇପାରିନି। ମନ୍ଦିରମାନଙ୍କରେ ଜମା ହୋଇଥିବା ସୁନାର ପରିମାଣ ମଧ୍ୟ ବିପୁଳ। ଏହାକୁ ଉପଯୋଗ କରିବା ପାଇଁ ପଦକ୍ଷେପ ନିଆଯାଉଛି। ସୁନାର ଦର ଆନ୍ତର୍ଜାତିକ ବଜାର ଓ ଡଲାର ମୂଲ୍ୟ ଉପରେ ନିର୍ଭର କରେ। ଗତ କିଛି ବର୍ଷ ଧରି ଏହାର ଦର ଲଗାତାର ଉଠାଣି ପଡ଼ାଣି ହେଉଛି। ନିବେଶକାରୀମାନେ ଏଥିପ୍ରତି ସତର୍କ ଦୃଷ୍ଟି ରଖିଛନ୍ତି। ପାରମ୍ପରିକ ବିଶ୍ୱାସ ଓ ଆଧୁନିକ ଅର୍ଥନୀତି ମଧ୍ୟରେ ସନ୍ତୁଳନ ରକ୍ଷା କରିବା ଆବଶ୍ୟକ। ସୁନା ପ୍ରତି ଆକର୍ଷଣ ଯେ ସହଜରେ କମିବ ନାହିଁ ତାହା ସ୍ପଷ୍ଟ। ଏବେ ସମସ୍ତଙ୍କ ନଜର ନୂଆ ପାଲାକୁ ଅପେକ୍ଷା ଉପରେ। ଶୋଧନ କରାଯାଉଥିବା ସୁନାର ମାନ ସୁନିଶ୍ଚିତ କରିବା ପାଇଁ ହଲମାର୍କିଂ ବାଧ୍ୟତାମୂଳକ କରାଯାଇଛି। ଗ୍ରାହକମାନେ ଏବେ ଅଧିକ ସଚେତନ ହୋଇଛନ୍ତି। ତଥାପି ଗ୍ରାମାଞ୍ଚଳରେ ଅସାଧୁ ବ୍ୟବସାୟୀଙ୍କ କବଳରୁ ସେମାନଙ୍କୁ ରକ୍ଷା କରିବା ଜରୁରୀ। ସରକାର, ବ୍ୟାଙ୍କ ଓ ଗ୍ରାହକଙ୍କ ମିଳିତ ଉଦ୍ୟମରେ ହିଁ ସୁନା ବଜାରରେ ସ୍ୱଚ୍ଛତା ଆସିପାରିବ। [420,151,1164,410]
solution-cell: 6 [1412,2158,1432,2179]
solution-cell: 6 [1451,2117,1470,2138]
sudoku-cell: 2 [1355,1838,1390,1873]
